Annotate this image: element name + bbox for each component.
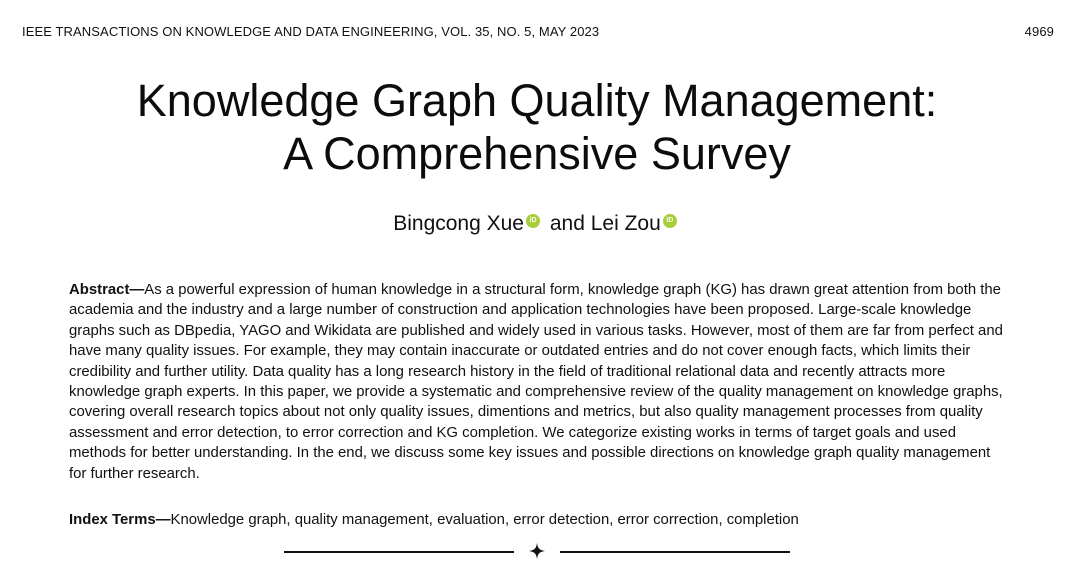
separator-rule-left	[284, 551, 514, 553]
title-line-2: A Comprehensive Survey	[283, 128, 791, 179]
journal-header: IEEE TRANSACTIONS ON KNOWLEDGE AND DATA ENGINEERING, VOL. 35, NO. 5, MAY 2023	[22, 24, 600, 39]
author-joiner: and	[549, 212, 585, 235]
separator-rule-right	[560, 551, 790, 553]
abstract	[69, 280, 1009, 484]
author-name: Bingcong Xue	[393, 212, 524, 235]
abstract-text: As a powerful expression of human knowledge in a structural form, knowledge graph (KG) has drawn great attention from both the academia and the industry and a large number of construction and application technologies have been proposed. Large-scale knowledge graphs such as DBpedia, YAGO and Wikidata are published and widely used in various tasks. However, most of them are far from perfect and have many quality issues. For example, they may contain inaccurate or outdated entries and do not cover enough facts, which limits their credibility and further utility. Data quality has a long research history in the field of traditional relational data and recently attracts more knowledge graph experts. In this paper, we provide a systematic and comprehensive review of the quality management on knowledge graphs, covering overall research topics about not only quality issues, dimentions and metrics, but also quality management processes from quality assessment and error detection, to error correction and KG completion. We categorize existing works in terms of target goals and used methods for better understanding. In the end, we discuss some key issues and possible directions on knowledge graph quality management for further research.	[69, 282, 1003, 482]
diamond-icon	[528, 542, 546, 560]
paper-title	[0, 74, 1074, 180]
abstract-label: Abstract—	[69, 282, 145, 298]
orcid-icon[interactable]: iD	[663, 214, 677, 228]
index-terms-label: Index Terms—	[69, 512, 171, 528]
author-list	[0, 210, 1074, 238]
author-name: Lei Zou	[590, 212, 661, 235]
running-header	[22, 24, 1054, 42]
page-number: 4969	[1024, 24, 1054, 39]
section-separator	[284, 540, 792, 562]
title-line-1: Knowledge Graph Quality Management:	[136, 75, 938, 126]
orcid-icon[interactable]: iD	[526, 214, 540, 228]
index-terms-text: Knowledge graph, quality management, evaluation, error detection, error correction, completion	[170, 512, 799, 528]
index-terms	[69, 510, 1009, 530]
